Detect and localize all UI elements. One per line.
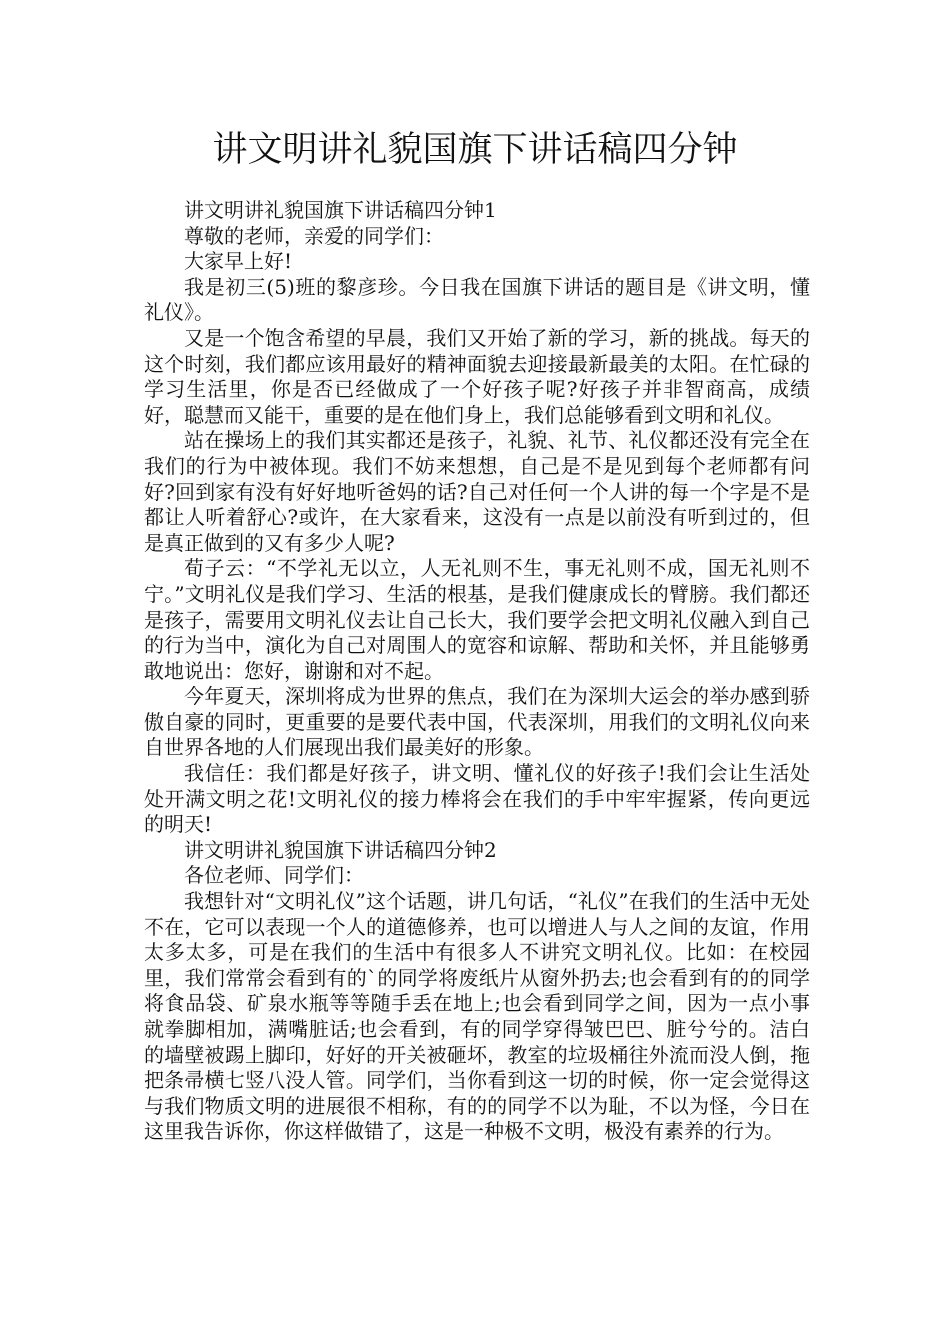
salutation: 尊敬的老师，亲爱的同学们： bbox=[184, 223, 444, 248]
body-paragraph: 又是一个饱含希望的早晨，我们又开始了新的学习，新的挑战。每天的这个时刻，我们都应该用最好的精神面貌去迎接最新最美的太阳。在忙碌的学习生活里，你是否已经做成了一个好孩子呢?好孩子并非智商高，成绩好，聪慧而又能干，重要的是在他们身上，我们总能够看到文明和礼仪。 bbox=[144, 325, 810, 427]
salutation: 各位老师、同学们： bbox=[184, 863, 364, 888]
greeting: 大家早上好! bbox=[184, 249, 293, 274]
document-body bbox=[144, 198, 810, 1145]
body-paragraph: 今年夏天，深圳将成为世界的焦点，我们在为深圳大运会的举办感到骄傲自豪的同时，更重要的是要代表中国，代表深圳，用我们的文明礼仪向来自世界各地的人们展现出我们最美好的形象。 bbox=[144, 684, 810, 760]
body-paragraph: 我信任：我们都是好孩子，讲文明、懂礼仪的好孩子!我们会让生活处处开满文明之花!文明礼仪的接力棒将会在我们的手中牢牢握紧，传向更远的明天! bbox=[144, 761, 810, 837]
body-paragraph: 荀子云：“不学礼无以立，人无礼则不生，事无礼则不成，国无礼则不宁。”文明礼仪是我们学习、生活的根基，是我们健康成长的臂膀。我们都还是孩子，需要用文明礼仪去让自己长大，我们要学会把文明礼仪融入到自己的行为当中，演化为自己对周围人的宽容和谅解、帮助和关怀，并且能够勇敢地说出：您好，谢谢和对不起。 bbox=[144, 556, 810, 683]
body-paragraph: 我是初三(5)班的黎彦珍。今日我在国旗下讲话的题目是《讲文明，懂礼仪》。 bbox=[144, 274, 810, 325]
section-heading-2: 讲文明讲礼貌国旗下讲话稿四分钟2 bbox=[184, 837, 497, 862]
body-paragraph: 站在操场上的我们其实都还是孩子，礼貌、礼节、礼仪都还没有完全在我们的行为中被体现。我们不妨来想想，自己是不是见到每个老师都有问好?回到家有没有好好地听爸妈的话?自己对任何一个人讲的每一个字是不是都让人听着舒心?或许，在大家看来，这没有一点是以前没有听到过的，但是真正做到的又有多少人呢? bbox=[144, 428, 810, 555]
document-title: 讲文明讲礼貌国旗下讲话稿四分钟 bbox=[212, 130, 738, 170]
section-heading-1: 讲文明讲礼貌国旗下讲话稿四分钟1 bbox=[184, 198, 497, 222]
body-paragraph: 我想针对“文明礼仪”这个话题，讲几句话，“礼仪”在我们的生活中无处不在，它可以表现一个人的道德修养，也可以增进人与人之间的友谊，作用太多太多，可是在我们的生活中有很多人不讲究文明礼仪。比如：在校园里，我们常常会看到有的`的同学将废纸片从窗外扔去;也会看到有的的同学将食品袋、矿泉水瓶等等随手丢在地上;也会看到同学之间，因为一点小事就拳脚相加，满嘴脏话;也会看到，有的同学穿得皱巴巴、脏兮兮的。洁白的墙壁被踢上脚印，好好的开关被砸坏，教室的垃圾桶往外流而没人倒，拖把条帚横七竖八没人管。同学们，当你看到这一切的时候，你一定会觉得这与我们物质文明的进展很不相称，有的的同学不以为耻，不以为怪，今日在这里我告诉你，你这样做错了，这是一种极不文明，极没有素养的行为。 bbox=[144, 889, 810, 1144]
